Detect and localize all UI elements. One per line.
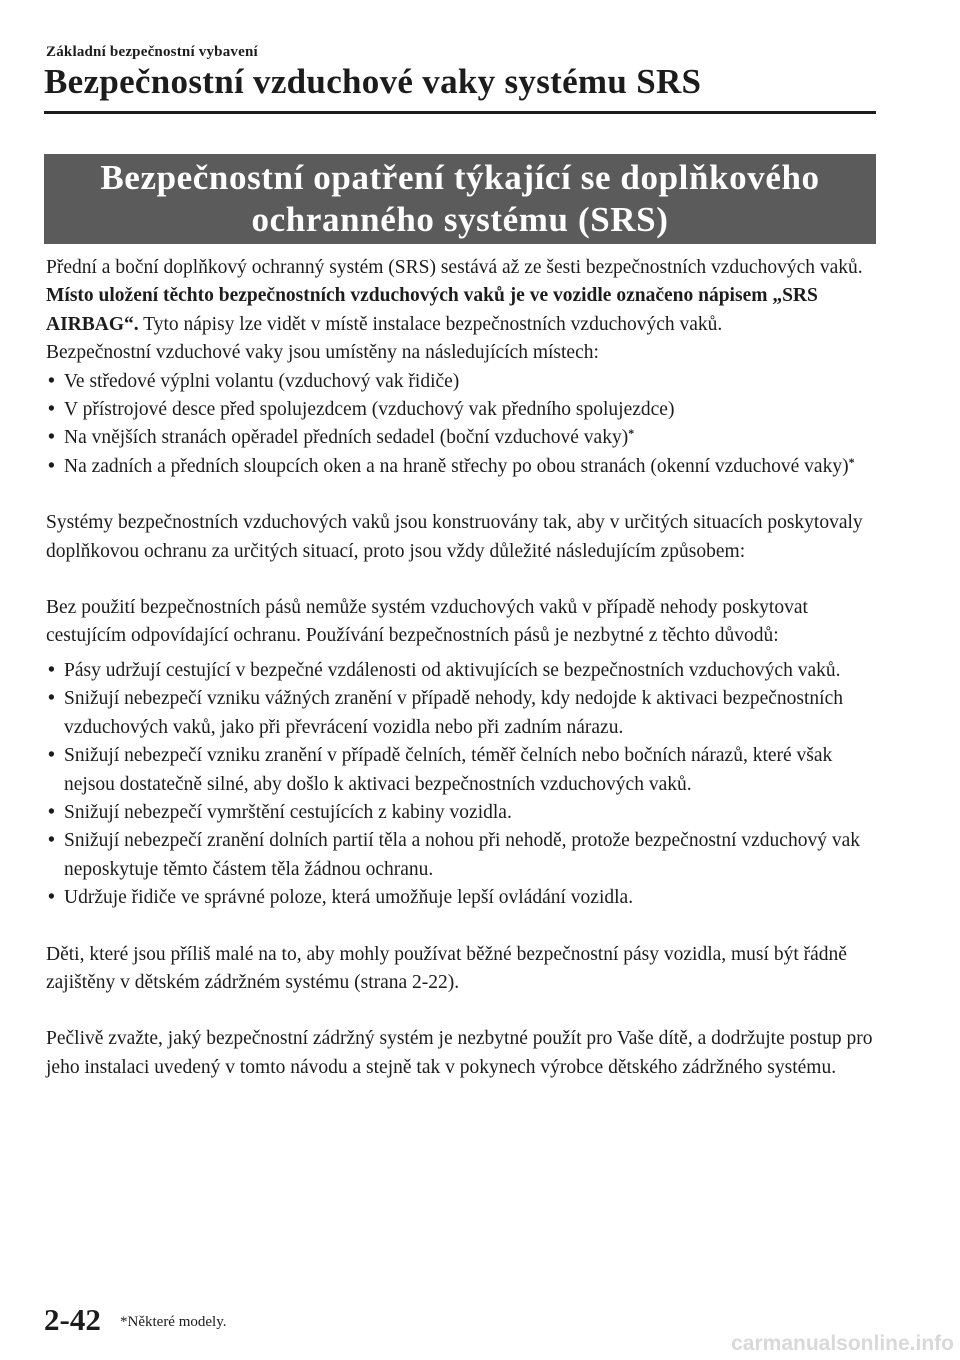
spacer bbox=[46, 566, 886, 594]
bullet-icon: • bbox=[48, 399, 55, 421]
intro-text-1: Přední a boční doplňkový ochranný systém (SRS) sestává až ze šesti bezpečnostních vzduchových vaků. bbox=[46, 257, 863, 278]
list-item bbox=[46, 827, 886, 884]
list-item bbox=[46, 799, 886, 827]
chapter-title: Bezpečnostní vzduchové vaky systému SRS bbox=[44, 62, 702, 101]
section-banner bbox=[44, 154, 876, 244]
locations-intro: Bezpečnostní vzduchové vaky jsou umístěny na následujících místech: bbox=[46, 342, 599, 364]
list-item-text: Snižují nebezpečí vymrštění cestujících z kabiny vozidla. bbox=[64, 801, 512, 823]
intro-paragraph bbox=[46, 254, 886, 339]
list-item bbox=[46, 368, 886, 396]
list-item bbox=[46, 453, 886, 481]
intro-bold-text: Místo uložení těchto bezpečnostních vzduchových vaků je ve vozidle označeno nápisem „SRS AIRBAG“. bbox=[46, 285, 818, 335]
list-item bbox=[46, 685, 886, 742]
watermark: carmanualsonline.info bbox=[731, 1332, 954, 1355]
bullet-icon: • bbox=[48, 830, 55, 852]
belts-paragraph: Bez použití bezpečnostních pásů nemůže systém vzduchových vaků v případě nehody poskytovat cestujícím odpovídající ochranu. Používání bezpečnostních pásů je nezbytné z těchto důvodů: bbox=[46, 597, 808, 647]
list-item bbox=[46, 424, 886, 452]
children-paragraph: Děti, které jsou příliš malé na to, aby mohly používat běžné bezpečnostní pásy vozidla, musí být řádně zajištěny v dětském zádržném systému (strana 2-22). bbox=[46, 943, 847, 993]
list-item bbox=[46, 742, 886, 799]
bullet-icon: • bbox=[48, 370, 55, 392]
spacer bbox=[46, 481, 886, 509]
list-item-text: Na vnějších stranách opěradel předních sedadel (boční vzduchové vaky) bbox=[64, 427, 629, 449]
page-number: 2-42 bbox=[44, 1302, 101, 1337]
footnote: *Některé modely. bbox=[120, 1314, 227, 1330]
intro-text-2: Tyto nápisy lze vidět v místě instalace bezpečnostních vzduchových vaků. bbox=[138, 313, 723, 335]
belt-reasons-list bbox=[46, 657, 886, 913]
header-rule bbox=[44, 111, 876, 114]
list-item-text: Snižují nebezpečí zranění dolních partií těla a nohou při nehodě, protože bezpečnostní vzduchový vak neposkytuje těmto částem těla žádnou ochranu. bbox=[64, 830, 860, 880]
list-item-text: Ve středové výplni volantu (vzduchový vak řidiče) bbox=[64, 370, 460, 392]
page-content bbox=[46, 254, 886, 1082]
list-item-text: Pásy udržují cestující v bezpečné vzdálenosti od aktivujících se bezpečnostních vzduchových vaků. bbox=[64, 659, 841, 681]
bullet-icon: • bbox=[48, 887, 55, 909]
bullet-icon: • bbox=[48, 659, 55, 681]
bullet-icon: • bbox=[48, 427, 55, 449]
list-item bbox=[46, 884, 886, 912]
design-paragraph: Systémy bezpečnostních vzduchových vaků jsou konstruovány tak, aby v určitých situacích poskytovaly doplňkovou ochranu za určitých situací, proto jsou vždy důležité následujícím způsobem: bbox=[46, 512, 863, 562]
bullet-icon: • bbox=[48, 745, 55, 767]
list-item-text: Na zadních a předních sloupcích oken a na hraně střechy po obou stranách (okenní vzduchové vaky) bbox=[64, 455, 849, 477]
spacer bbox=[46, 997, 886, 1025]
list-item bbox=[46, 396, 886, 424]
bullet-icon: • bbox=[48, 801, 55, 823]
bullet-icon: • bbox=[48, 455, 55, 477]
airbag-locations-list bbox=[46, 368, 886, 482]
section-label: Základní bezpečnostní vybavení bbox=[46, 44, 258, 60]
list-item-text: V přístrojové desce před spolujezdcem (vzduchový vak předního spolujezdce) bbox=[64, 399, 675, 421]
bullet-icon: • bbox=[48, 688, 55, 710]
banner-title: Bezpečnostní opatření týkající se doplňkového ochranného systému (SRS) bbox=[100, 158, 820, 239]
footnote-mark: * bbox=[628, 426, 635, 441]
list-item-text: Snižují nebezpečí vzniku zranění v případě čelních, téměř čelních nebo bočních nárazů, které však nejsou dostatečně silné, aby došlo k aktivaci bezpečnostních vzduchových vaků. bbox=[64, 745, 833, 795]
choose-paragraph: Pečlivě zvažte, jaký bezpečnostní zádržný systém je nezbytné použít pro Vaše dítě, a dodržujte postup pro jeho instalaci uvedený v tomto návodu a stejně tak v pokynech výrobce dětského zádržného systému. bbox=[46, 1028, 873, 1078]
list-item-text: Snižují nebezpečí vzniku vážných zranění v případě nehody, kdy nedojde k aktivaci bezpečnostních vzduchových vaků, jako při převrácení vozidla nebo při zadním nárazu. bbox=[64, 688, 843, 738]
list-item-text: Udržuje řidiče ve správné poloze, která umožňuje lepší ovládání vozidla. bbox=[64, 887, 634, 909]
spacer bbox=[46, 913, 886, 941]
list-item bbox=[46, 657, 886, 685]
footnote-mark: * bbox=[848, 454, 855, 469]
